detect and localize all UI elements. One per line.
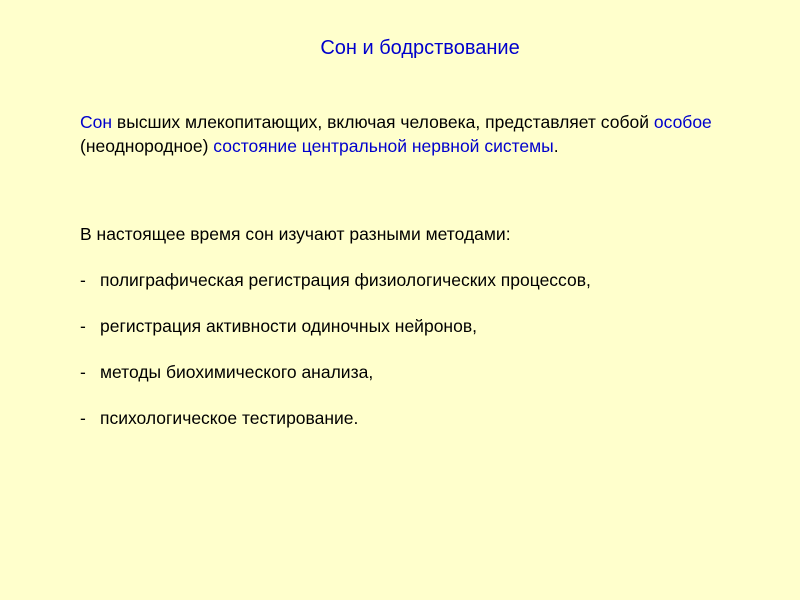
intro-text-3: . <box>553 136 559 156</box>
highlight-cns-state: состояние центральной нервной системы <box>213 136 554 156</box>
bullet-dash: - <box>80 270 86 290</box>
highlight-osoboe: особое <box>653 112 712 132</box>
list-item-text: психологическое тестирование. <box>100 408 359 428</box>
bullet-dash: - <box>80 408 86 428</box>
intro-paragraph <box>80 110 750 158</box>
list-item <box>80 406 591 452</box>
methods-heading: В настоящее время сон изучают разными методами: <box>80 224 511 244</box>
list-item <box>80 314 591 360</box>
list-item <box>80 268 591 314</box>
methods-list <box>80 268 591 452</box>
list-item <box>80 360 591 406</box>
highlight-son: Сон <box>80 112 113 132</box>
bullet-dash: - <box>80 362 86 382</box>
list-item-text: регистрация активности одиночных нейронов, <box>100 316 477 336</box>
slide-title: Сон и бодрствование <box>320 37 520 59</box>
list-item-text: методы биохимического анализа, <box>100 362 374 382</box>
intro-text-2: (неоднородное) <box>80 136 214 156</box>
list-item-text: полиграфическая регистрация физиологических процессов, <box>100 270 591 290</box>
intro-text-1: высших млекопитающих, включая человека, представляет собой <box>112 112 654 132</box>
bullet-dash: - <box>80 316 86 336</box>
